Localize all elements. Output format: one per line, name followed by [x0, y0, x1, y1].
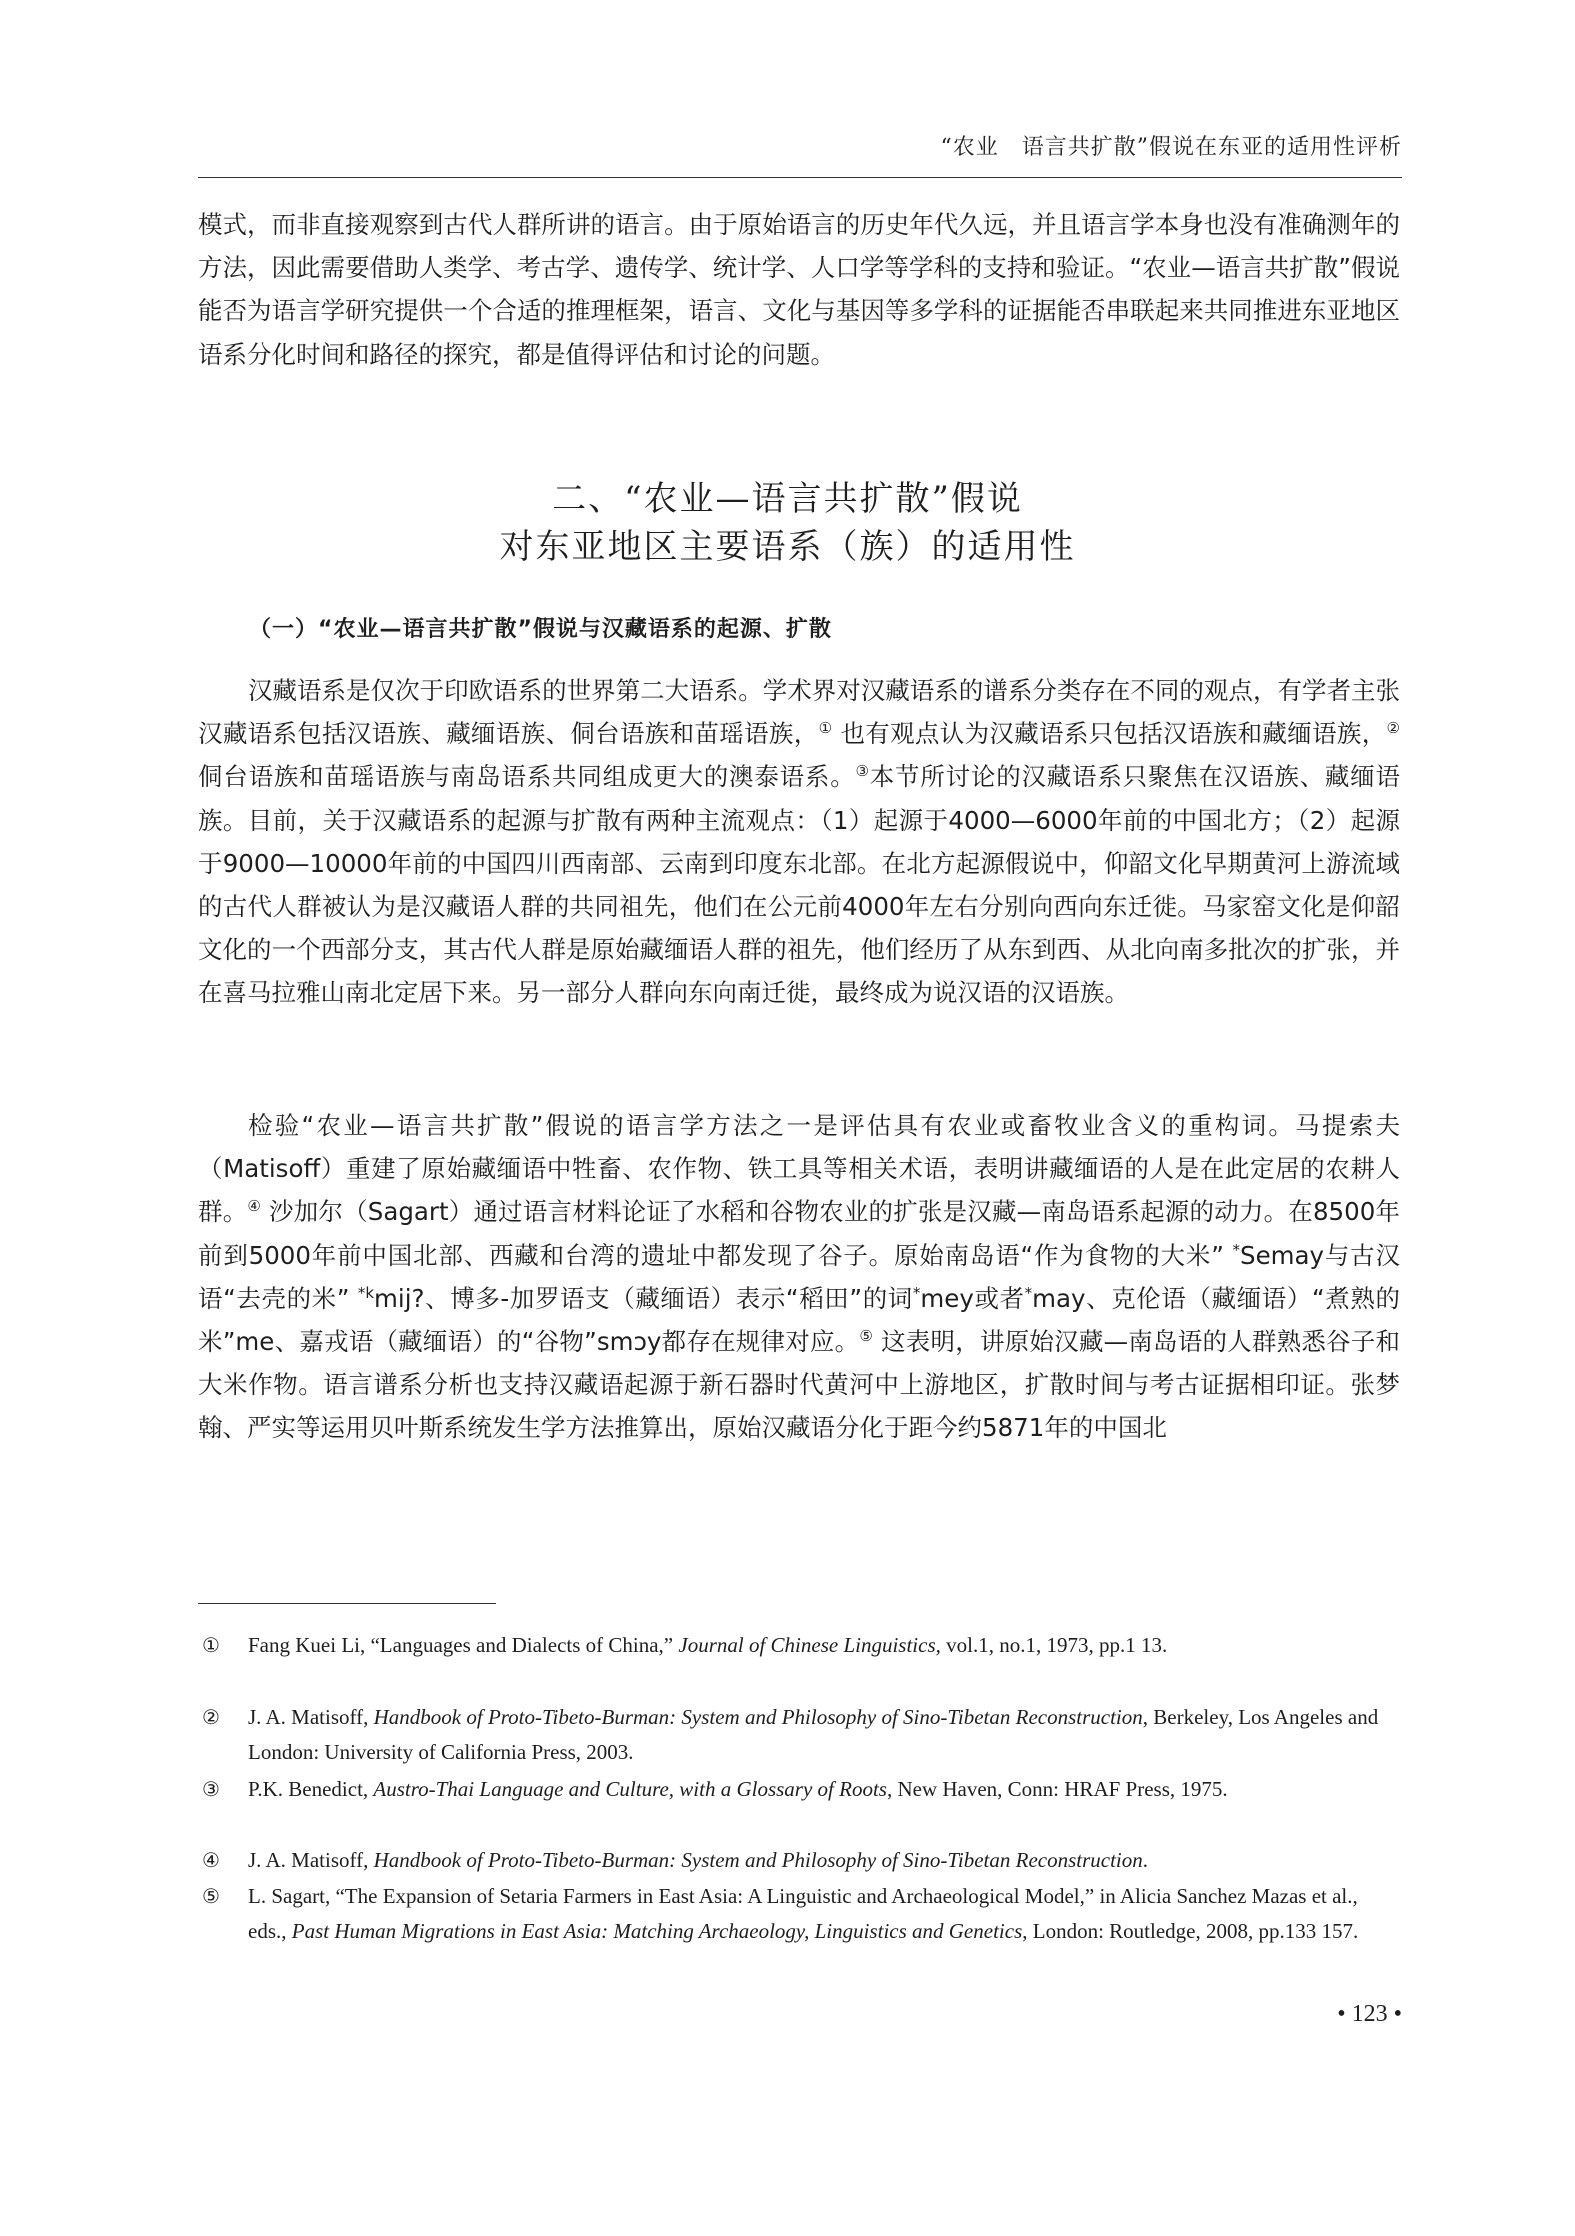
paragraph-text: 侗台语族和苗瑶语族与南岛语系共同组成更大的澳泰语系。	[198, 762, 856, 792]
paragraph-text: 沙加尔（Sagart）通过语言材料论证了水稻和谷物农业的扩张是汉藏—南岛语系起源的动力。在8500年前到5000年前中国北部、西藏和台湾的遗址中都发现了谷子。原始南岛语“作为食物的大米”	[198, 1197, 1400, 1270]
footnote	[202, 1879, 1400, 1949]
footnote-title: Austro-Thai Language and Culture, with a Glossary of Roots	[373, 1777, 887, 1801]
section-title-line-2: 对东亚地区主要语系（族）的适用性	[499, 527, 1076, 567]
paragraph-text: 检验“农业—语言共扩散”假说的语言学方法之一是评估具有农业或畜牧业含义的重构词。马提索夫（Matisoff）重建了原始藏缅语中牲畜、农作物、铁工具等相关术语，表明讲藏缅语的人是在此定居的农耕人群。	[198, 1111, 1400, 1227]
footnote	[202, 1843, 1400, 1878]
body-paragraph	[198, 1104, 1400, 1450]
paragraph-text: 汉藏语系是仅次于印欧语系的世界第二大语系。学术界对汉藏语系的谱系分类存在不同的观点，有学者主张汉藏语系包括汉语族、藏缅语族、侗台语族和苗瑶语族，	[198, 676, 1400, 749]
footnote-text: Fang Kuei Li, “Languages and Dialects of China,”	[248, 1633, 679, 1657]
body-paragraph	[198, 669, 1400, 1015]
footnote-ref: ②	[1386, 719, 1400, 738]
page-number: • 123 •	[1337, 2001, 1402, 2027]
footnote-ref: ①	[818, 719, 833, 738]
reconstruction-mark: *k	[357, 1283, 375, 1302]
footnote-rule	[198, 1603, 496, 1604]
footnote-text: , New Haven, Conn: HRAF Press, 1975.	[886, 1777, 1228, 1801]
footnote-ref: ④	[247, 1197, 262, 1216]
footnote-text: L. Sagart, “The Expansion of Setaria Farmers in East Asia: A Linguistic and Archaeological Model,” in Alicia Sanchez Mazas et al., eds.,	[248, 1884, 1358, 1943]
footnote-text: J. A. Matisoff,	[248, 1848, 374, 1872]
footnote-ref: ③	[855, 762, 870, 781]
footnote-text: vol.1, no.1, 1973, pp.1 13.	[940, 1633, 1168, 1657]
footnote-number: ②	[202, 1705, 220, 1729]
paragraph-text: mey或者	[920, 1283, 1025, 1313]
footnote-text: .	[1142, 1848, 1149, 1872]
footnote-text: , London: Routledge, 2008, pp.133 157.	[1022, 1919, 1359, 1943]
section-title: 二、“农业—语言共扩散”假说	[552, 479, 1023, 519]
footnote	[202, 1700, 1400, 1770]
reconstruction-mark: *	[1024, 1283, 1033, 1302]
footnote-number: ⑤	[202, 1884, 220, 1908]
paragraph-text: mij?、博多-加罗语支（藏缅语）表示“稻田”的词	[374, 1283, 913, 1313]
body-paragraph: 模式，而非直接观察到古代人群所讲的语言。由于原始语言的历史年代久远，并且语言学本身也没有准确测年的方法，因此需要借助人类学、考古学、遗传学、统计学、人口学等学科的支持和验证。“农业—语言共扩散”假说能否为语言学研究提供一个合适的推理框架，语言、文化与基因等多学科的证据能否串联起来共同推进东亚地区语系分化时间和路径的探究，都是值得评估和讨论的问题。	[198, 210, 1400, 369]
reconstruction-mark: *	[1232, 1240, 1241, 1259]
footnote	[202, 1628, 1400, 1663]
paragraph-text: may、克伦语（藏缅语）“煮熟的米”me、嘉戎语（藏缅语）的“谷物”smɔy都存在规律对应。	[198, 1283, 1400, 1357]
paragraph-text: 也有观点认为汉藏语系只包括汉语族和藏缅语族，	[832, 719, 1387, 749]
reconstruction-mark: *	[912, 1283, 921, 1302]
footnote-text: P.K. Benedict,	[248, 1777, 374, 1801]
footnote-title: Handbook of Proto-Tibeto-Burman: System and Philosophy of Sino-Tibetan Reconstruction	[373, 1705, 1143, 1729]
footnote-text: J. A. Matisoff,	[248, 1705, 374, 1729]
footnote-title: Past Human Migrations in East Asia: Matching Archaeology, Linguistics and Genetics	[291, 1919, 1023, 1943]
paragraph-text: 这表明，讲原始汉藏—南岛语的人群熟悉谷子和大米作物。语言谱系分析也支持汉藏语起源于新石器时代黄河中上游地区，扩散时间与考古证据相印证。张梦翰、严实等运用贝叶斯系统发生学方法推算出，原始汉藏语分化于距今约5871年的中国北	[198, 1327, 1400, 1443]
footnote-title: Handbook of Proto-Tibeto-Burman: System and Philosophy of Sino-Tibetan Reconstruction	[373, 1848, 1143, 1872]
paragraph-text: 本节所讨论的汉藏语系只聚焦在汉语族、藏缅语族。目前，关于汉藏语系的起源与扩散有两种主流观点：（1）起源于4000—6000年前的中国北方；（2）起源于9000—10000年前的中国四川西南部、云南到印度东北部。在北方起源假说中，仰韶文化早期黄河上游流域的古代人群被认为是汉藏语人群的共同祖先，他们在公元前4000年左右分别向西向东迁徙。马家窑文化是仰韶文化的一个西部分支，其古代人群是原始藏缅语人群的祖先，他们经历了从东到西、从北向南多批次的扩张，并在喜马拉雅山南北定居下来。另一部分人群向东向南迁徙，最终成为说汉语的汉语族。	[198, 762, 1401, 1008]
footnote-number: ①	[202, 1633, 220, 1657]
footnote-title: Journal of Chinese Linguistics,	[678, 1633, 941, 1657]
running-head: “农业 语言共扩散”假说在东亚的适用性评析	[940, 135, 1402, 160]
footnote-text: , Berkeley, Los Angeles and London: University of California Press, 2003.	[248, 1705, 1379, 1764]
footnote-number: ③	[202, 1777, 220, 1801]
footnote	[202, 1772, 1400, 1807]
paragraph-text: Semay与古汉语“去壳的米”	[198, 1240, 1400, 1313]
footnote-number: ④	[202, 1848, 220, 1872]
footnote-ref: ⑤	[859, 1327, 874, 1346]
subsection-title: （一）“农业—语言共扩散”假说与汉藏语系的起源、扩散	[249, 617, 832, 642]
header-rule	[198, 177, 1402, 178]
